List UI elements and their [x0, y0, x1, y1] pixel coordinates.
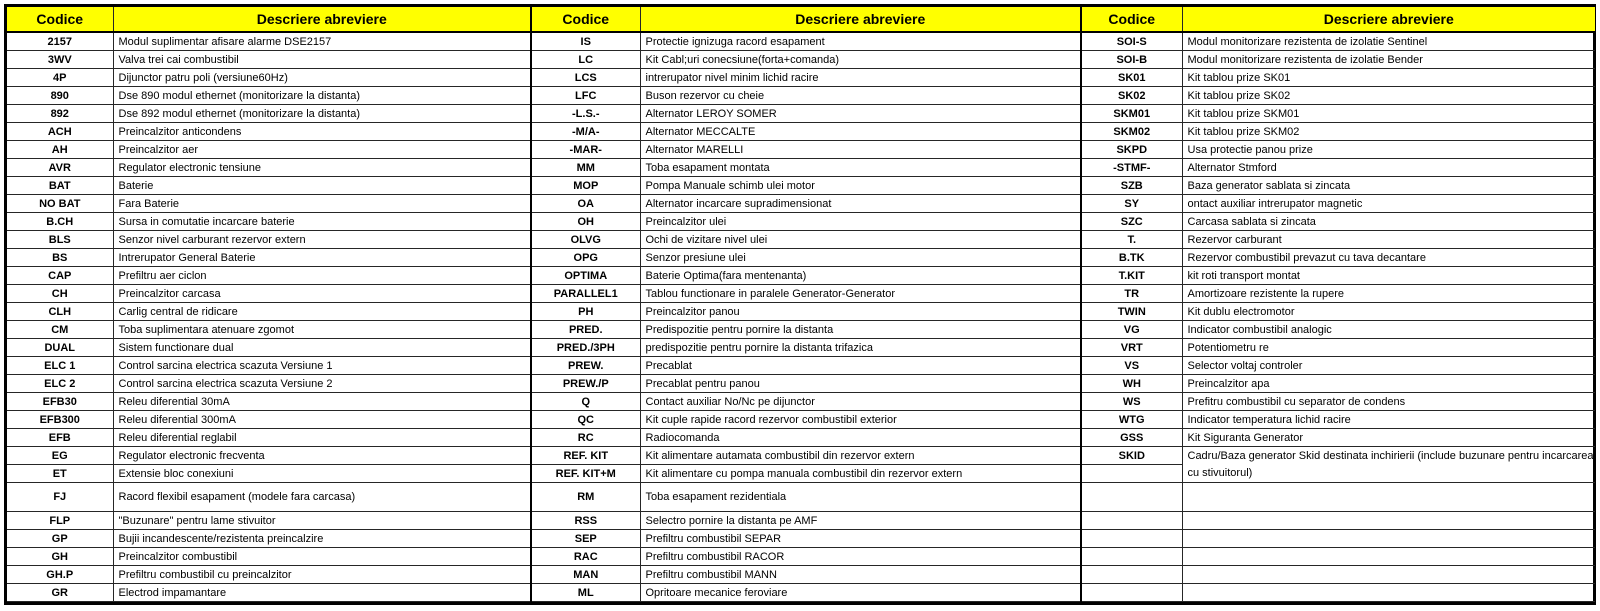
table-row	[532, 429, 1080, 447]
table-row	[7, 177, 530, 195]
header-row	[1082, 7, 1595, 32]
code-cell: AVR	[7, 159, 113, 177]
description-cell: Prefiltru combustibil RACOR	[640, 548, 1080, 566]
code-cell: MOP	[532, 177, 640, 195]
code-cell: CM	[7, 321, 113, 339]
code-cell: T.KIT	[1082, 267, 1182, 285]
code-cell: SEP	[532, 530, 640, 548]
table-row	[1082, 321, 1595, 339]
description-cell: Sursa in comutatie incarcare baterie	[113, 213, 530, 231]
code-cell: CLH	[7, 303, 113, 321]
code-cell: VRT	[1082, 339, 1182, 357]
code-cell: WTG	[1082, 411, 1182, 429]
table-row	[7, 465, 530, 483]
table-row	[7, 303, 530, 321]
table-row	[7, 548, 530, 566]
description-cell: Baterie	[113, 177, 530, 195]
description-cell: Modul monitorizare rezistenta de izolatie Sentinel	[1182, 32, 1595, 51]
table-row	[7, 321, 530, 339]
description-cell: Preincalzitor ulei	[640, 213, 1080, 231]
description-cell: kit roti transport montat	[1182, 267, 1595, 285]
code-cell: RM	[532, 483, 640, 512]
table-row	[532, 584, 1080, 602]
table-row	[532, 411, 1080, 429]
description-cell: Control sarcina electrica scazuta Versiune 2	[113, 375, 530, 393]
table-row	[1082, 87, 1595, 105]
code-cell: SY	[1082, 195, 1182, 213]
description-cell: Regulator electronic frecventa	[113, 447, 530, 465]
description-cell: Alternator MECCALTE	[640, 123, 1080, 141]
table-row	[532, 141, 1080, 159]
table-row	[532, 195, 1080, 213]
code-cell: PH	[532, 303, 640, 321]
table-row	[532, 483, 1080, 512]
description-cell: Senzor presiune ulei	[640, 249, 1080, 267]
table-row	[1082, 429, 1595, 447]
table-row	[1082, 566, 1595, 584]
description-cell: Modul monitorizare rezistenta de izolatie Bender	[1182, 51, 1595, 69]
code-cell	[1082, 465, 1182, 483]
code-cell: B.CH	[7, 213, 113, 231]
code-cell: DUAL	[7, 339, 113, 357]
description-cell: Ochi de vizitare nivel ulei	[640, 231, 1080, 249]
column-header-descriere: Descriere abreviere	[640, 7, 1080, 32]
table-row	[7, 285, 530, 303]
description-cell: Kit Siguranta Generator	[1182, 429, 1595, 447]
code-cell: -L.S.-	[532, 105, 640, 123]
description-cell: Precablat pentru panou	[640, 375, 1080, 393]
table-row	[1082, 512, 1595, 530]
column-header-codice: Codice	[7, 7, 113, 32]
code-cell: MM	[532, 159, 640, 177]
code-cell: CAP	[7, 267, 113, 285]
description-cell: Tablou functionare in paralele Generator-Generator	[640, 285, 1080, 303]
description-cell: Alternator MARELLI	[640, 141, 1080, 159]
description-cell: Carlig central de ridicare	[113, 303, 530, 321]
description-cell: Potentiometru re	[1182, 339, 1595, 357]
code-cell: VG	[1082, 321, 1182, 339]
table-row	[532, 51, 1080, 69]
code-cell: REF. KIT	[532, 447, 640, 465]
description-cell: Fara Baterie	[113, 195, 530, 213]
description-cell: Cadru/Baza generator Skid destinata inchirierii (include buzunare pentru incarcarea cu stivuitorul)	[1182, 447, 1595, 483]
description-cell: Carcasa sablata si zincata	[1182, 213, 1595, 231]
table-row	[1082, 584, 1595, 602]
description-cell: Releu diferential 300mA	[113, 411, 530, 429]
description-cell: Kit tablou prize SKM02	[1182, 123, 1595, 141]
table-row	[7, 195, 530, 213]
description-cell: Releu diferential reglabil	[113, 429, 530, 447]
description-cell	[1182, 530, 1595, 548]
description-cell: "Buzunare" pentru lame stivuitor	[113, 512, 530, 530]
description-cell: predispozitie pentru pornire la distanta trifazica	[640, 339, 1080, 357]
table-row	[1082, 123, 1595, 141]
table-group-2	[530, 7, 1080, 602]
description-cell: Kit tablou prize SK01	[1182, 69, 1595, 87]
table-row	[7, 123, 530, 141]
table-row	[7, 393, 530, 411]
description-cell: Preincalzitor apa	[1182, 375, 1595, 393]
table-row	[532, 530, 1080, 548]
table-row	[7, 339, 530, 357]
code-cell: SOI-S	[1082, 32, 1182, 51]
description-cell: intrerupator nivel minim lichid racire	[640, 69, 1080, 87]
description-cell: Prefitru combustibil cu separator de condens	[1182, 393, 1595, 411]
table-row	[532, 375, 1080, 393]
code-cell: ET	[7, 465, 113, 483]
description-cell: Buson rezervor cu cheie	[640, 87, 1080, 105]
code-cell: SKPD	[1082, 141, 1182, 159]
code-cell: SKID	[1082, 447, 1182, 465]
table-group-3	[1080, 7, 1595, 602]
table-row	[532, 159, 1080, 177]
table-row	[1082, 303, 1595, 321]
description-cell: Dse 890 modul ethernet (monitorizare la distanta)	[113, 87, 530, 105]
description-cell: Protectie ignizuga racord esapament	[640, 32, 1080, 51]
table-row	[532, 267, 1080, 285]
code-cell: SZB	[1082, 177, 1182, 195]
description-cell: Selectro pornire la distanta pe AMF	[640, 512, 1080, 530]
code-cell: OH	[532, 213, 640, 231]
description-cell	[1182, 483, 1595, 512]
description-cell	[1182, 584, 1595, 602]
code-cell: PARALLEL1	[532, 285, 640, 303]
table-row	[532, 339, 1080, 357]
code-cell: FJ	[7, 483, 113, 512]
description-cell: Rezervor carburant	[1182, 231, 1595, 249]
description-cell: Baterie Optima(fara mentenanta)	[640, 267, 1080, 285]
description-cell: Opritoare mecanice feroviare	[640, 584, 1080, 602]
abbreviation-table-middle	[532, 7, 1080, 602]
table-row	[1082, 213, 1595, 231]
description-cell: Extensie bloc conexiuni	[113, 465, 530, 483]
table-row	[1082, 195, 1595, 213]
code-cell	[1082, 483, 1182, 512]
description-cell	[1182, 512, 1595, 530]
code-cell: FLP	[7, 512, 113, 530]
table-row	[7, 357, 530, 375]
table-row	[7, 213, 530, 231]
description-cell: Preincalzitor panou	[640, 303, 1080, 321]
description-cell: Alternator Stmford	[1182, 159, 1595, 177]
code-cell: BAT	[7, 177, 113, 195]
description-cell: Radiocomanda	[640, 429, 1080, 447]
table-row	[1082, 483, 1595, 512]
column-header-descriere: Descriere abreviere	[1182, 7, 1595, 32]
table-row	[532, 87, 1080, 105]
code-cell: QC	[532, 411, 640, 429]
table-row	[532, 447, 1080, 465]
description-cell: Dijunctor patru poli (versiune60Hz)	[113, 69, 530, 87]
description-cell: Modul suplimentar afisare alarme DSE2157	[113, 32, 530, 51]
table-row	[532, 123, 1080, 141]
description-cell: Releu diferential 30mA	[113, 393, 530, 411]
code-cell: WS	[1082, 393, 1182, 411]
code-cell: TR	[1082, 285, 1182, 303]
description-cell: Indicator temperatura lichid racire	[1182, 411, 1595, 429]
code-cell: ELC 2	[7, 375, 113, 393]
code-cell: 4P	[7, 69, 113, 87]
table-row	[1082, 375, 1595, 393]
table-row	[7, 584, 530, 602]
description-cell: Contact auxiliar No/Nc pe dijunctor	[640, 393, 1080, 411]
description-cell	[1182, 548, 1595, 566]
code-cell: VS	[1082, 357, 1182, 375]
table-row	[532, 393, 1080, 411]
description-cell: Selector voltaj controler	[1182, 357, 1595, 375]
table-row	[7, 141, 530, 159]
table-row	[1082, 393, 1595, 411]
table-row	[1082, 141, 1595, 159]
table-row	[7, 159, 530, 177]
description-cell: Precablat	[640, 357, 1080, 375]
code-cell: Q	[532, 393, 640, 411]
table-row	[1082, 357, 1595, 375]
code-cell: T.	[1082, 231, 1182, 249]
table-row	[1082, 69, 1595, 87]
code-cell: LC	[532, 51, 640, 69]
code-cell: 892	[7, 105, 113, 123]
table-row	[532, 303, 1080, 321]
description-cell: Kit Cabl;uri conecsiune(forta+comanda)	[640, 51, 1080, 69]
code-cell	[1082, 512, 1182, 530]
code-cell: SK02	[1082, 87, 1182, 105]
table-row	[532, 69, 1080, 87]
description-cell: Bujii incandescente/rezistenta preincalzire	[113, 530, 530, 548]
code-cell: OA	[532, 195, 640, 213]
code-cell: RC	[532, 429, 640, 447]
table-row	[1082, 32, 1595, 51]
code-cell: AH	[7, 141, 113, 159]
table-row	[1082, 447, 1595, 465]
code-cell: ELC 1	[7, 357, 113, 375]
description-cell: Alternator incarcare supradimensionat	[640, 195, 1080, 213]
description-cell: Preincalzitor carcasa	[113, 285, 530, 303]
description-cell: Kit dublu electromotor	[1182, 303, 1595, 321]
code-cell: ACH	[7, 123, 113, 141]
code-cell: 3WV	[7, 51, 113, 69]
code-cell: IS	[532, 32, 640, 51]
code-cell: B.TK	[1082, 249, 1182, 267]
code-cell: -STMF-	[1082, 159, 1182, 177]
code-cell: SZC	[1082, 213, 1182, 231]
description-cell: Intrerupator General Baterie	[113, 249, 530, 267]
description-cell: Senzor nivel carburant rezervor extern	[113, 231, 530, 249]
table-row	[1082, 159, 1595, 177]
code-cell: GR	[7, 584, 113, 602]
description-cell: Kit alimentare autamata combustibil din rezervor extern	[640, 447, 1080, 465]
table-row	[7, 87, 530, 105]
description-cell: Toba suplimentara atenuare zgomot	[113, 321, 530, 339]
table-row	[1082, 548, 1595, 566]
table-row	[532, 512, 1080, 530]
description-cell: Electrod impamantare	[113, 584, 530, 602]
table-row	[532, 548, 1080, 566]
description-cell: Toba esapament montata	[640, 159, 1080, 177]
description-cell: Prefiltru combustibil SEPAR	[640, 530, 1080, 548]
code-cell: EG	[7, 447, 113, 465]
code-cell: REF. KIT+M	[532, 465, 640, 483]
code-cell	[1082, 566, 1182, 584]
code-cell: 890	[7, 87, 113, 105]
code-cell: PREW./P	[532, 375, 640, 393]
description-cell: Amortizoare rezistente la rupere	[1182, 285, 1595, 303]
table-row	[7, 447, 530, 465]
code-cell: SOI-B	[1082, 51, 1182, 69]
description-cell: Baza generator sablata si zincata	[1182, 177, 1595, 195]
description-cell: Dse 892 modul ethernet (monitorizare la distanta)	[113, 105, 530, 123]
description-cell	[1182, 566, 1595, 584]
table-row	[7, 231, 530, 249]
code-cell: PRED.	[532, 321, 640, 339]
table-row	[7, 566, 530, 584]
code-cell: MAN	[532, 566, 640, 584]
description-cell: Kit cuple rapide racord rezervor combustibil exterior	[640, 411, 1080, 429]
table-row	[1082, 177, 1595, 195]
code-cell: GSS	[1082, 429, 1182, 447]
table-row	[532, 231, 1080, 249]
description-cell: Control sarcina electrica scazuta Versiune 1	[113, 357, 530, 375]
description-cell: Prefiltru combustibil cu preincalzitor	[113, 566, 530, 584]
abbreviation-table	[4, 4, 1596, 605]
table-row	[1082, 285, 1595, 303]
description-cell: Prefiltru aer ciclon	[113, 267, 530, 285]
description-cell: Kit tablou prize SK02	[1182, 87, 1595, 105]
table-row	[532, 321, 1080, 339]
description-cell: Sistem functionare dual	[113, 339, 530, 357]
table-row	[1082, 105, 1595, 123]
description-cell: Kit alimentare cu pompa manuala combustibil din rezervor extern	[640, 465, 1080, 483]
code-cell: EFB30	[7, 393, 113, 411]
table-row	[532, 465, 1080, 483]
table-row	[7, 411, 530, 429]
code-cell: NO BAT	[7, 195, 113, 213]
table-row	[7, 249, 530, 267]
table-row	[7, 105, 530, 123]
table-row	[532, 249, 1080, 267]
description-cell: Preincalzitor anticondens	[113, 123, 530, 141]
table-row	[7, 512, 530, 530]
description-cell: Predispozitie pentru pornire la distanta	[640, 321, 1080, 339]
code-cell: -M/A-	[532, 123, 640, 141]
code-cell: EFB300	[7, 411, 113, 429]
code-cell: BLS	[7, 231, 113, 249]
code-cell: RSS	[532, 512, 640, 530]
description-cell: Prefiltru combustibil MANN	[640, 566, 1080, 584]
code-cell: OPG	[532, 249, 640, 267]
code-cell: GH	[7, 548, 113, 566]
code-cell: LCS	[532, 69, 640, 87]
abbreviation-table-left	[7, 7, 530, 602]
code-cell	[1082, 548, 1182, 566]
table-row	[1082, 411, 1595, 429]
table-row	[1082, 530, 1595, 548]
code-cell: CH	[7, 285, 113, 303]
description-cell: Kit tablou prize SKM01	[1182, 105, 1595, 123]
abbreviation-table-right	[1082, 7, 1595, 602]
code-cell: SKM02	[1082, 123, 1182, 141]
table-row	[7, 429, 530, 447]
description-cell: Valva trei cai combustibil	[113, 51, 530, 69]
column-header-codice: Codice	[532, 7, 640, 32]
code-cell: RAC	[532, 548, 640, 566]
table-row	[7, 51, 530, 69]
table-group-1	[7, 7, 530, 602]
code-cell: GP	[7, 530, 113, 548]
code-cell: PRED./3PH	[532, 339, 640, 357]
code-cell: SK01	[1082, 69, 1182, 87]
code-cell: SKM01	[1082, 105, 1182, 123]
table-row	[532, 566, 1080, 584]
code-cell	[1082, 530, 1182, 548]
code-cell: ML	[532, 584, 640, 602]
code-cell: TWIN	[1082, 303, 1182, 321]
header-row	[7, 7, 530, 32]
table-row	[532, 32, 1080, 51]
table-row	[1082, 231, 1595, 249]
table-row	[1082, 51, 1595, 69]
header-row	[532, 7, 1080, 32]
description-cell: ontact auxiliar intrerupator magnetic	[1182, 195, 1595, 213]
description-cell: Pompa Manuale schimb ulei motor	[640, 177, 1080, 195]
description-cell: Usa protectie panou prize	[1182, 141, 1595, 159]
code-cell: -MAR-	[532, 141, 640, 159]
description-cell: Preincalzitor aer	[113, 141, 530, 159]
table-row	[7, 32, 530, 51]
code-cell: OPTIMA	[532, 267, 640, 285]
table-row	[532, 357, 1080, 375]
table-row	[532, 285, 1080, 303]
column-header-descriere: Descriere abreviere	[113, 7, 530, 32]
code-cell: BS	[7, 249, 113, 267]
code-cell: EFB	[7, 429, 113, 447]
table-row	[1082, 339, 1595, 357]
column-header-codice: Codice	[1082, 7, 1182, 32]
table-row	[7, 530, 530, 548]
table-row	[7, 483, 530, 512]
table-row	[1082, 249, 1595, 267]
description-cell: Toba esapament rezidentiala	[640, 483, 1080, 512]
code-cell: OLVG	[532, 231, 640, 249]
table-row	[532, 213, 1080, 231]
description-cell: Racord flexibil esapament (modele fara carcasa)	[113, 483, 530, 512]
code-cell	[1082, 584, 1182, 602]
description-cell: Alternator LEROY SOMER	[640, 105, 1080, 123]
table-row	[7, 375, 530, 393]
description-cell: Rezervor combustibil prevazut cu tava decantare	[1182, 249, 1595, 267]
description-cell: Regulator electronic tensiune	[113, 159, 530, 177]
table-row	[532, 105, 1080, 123]
code-cell: 2157	[7, 32, 113, 51]
description-cell: Indicator combustibil analogic	[1182, 321, 1595, 339]
code-cell: WH	[1082, 375, 1182, 393]
table-row	[7, 69, 530, 87]
code-cell: GH.P	[7, 566, 113, 584]
table-row	[7, 267, 530, 285]
table-row	[532, 177, 1080, 195]
code-cell: LFC	[532, 87, 640, 105]
table-row	[1082, 267, 1595, 285]
description-cell: Preincalzitor combustibil	[113, 548, 530, 566]
code-cell: PREW.	[532, 357, 640, 375]
